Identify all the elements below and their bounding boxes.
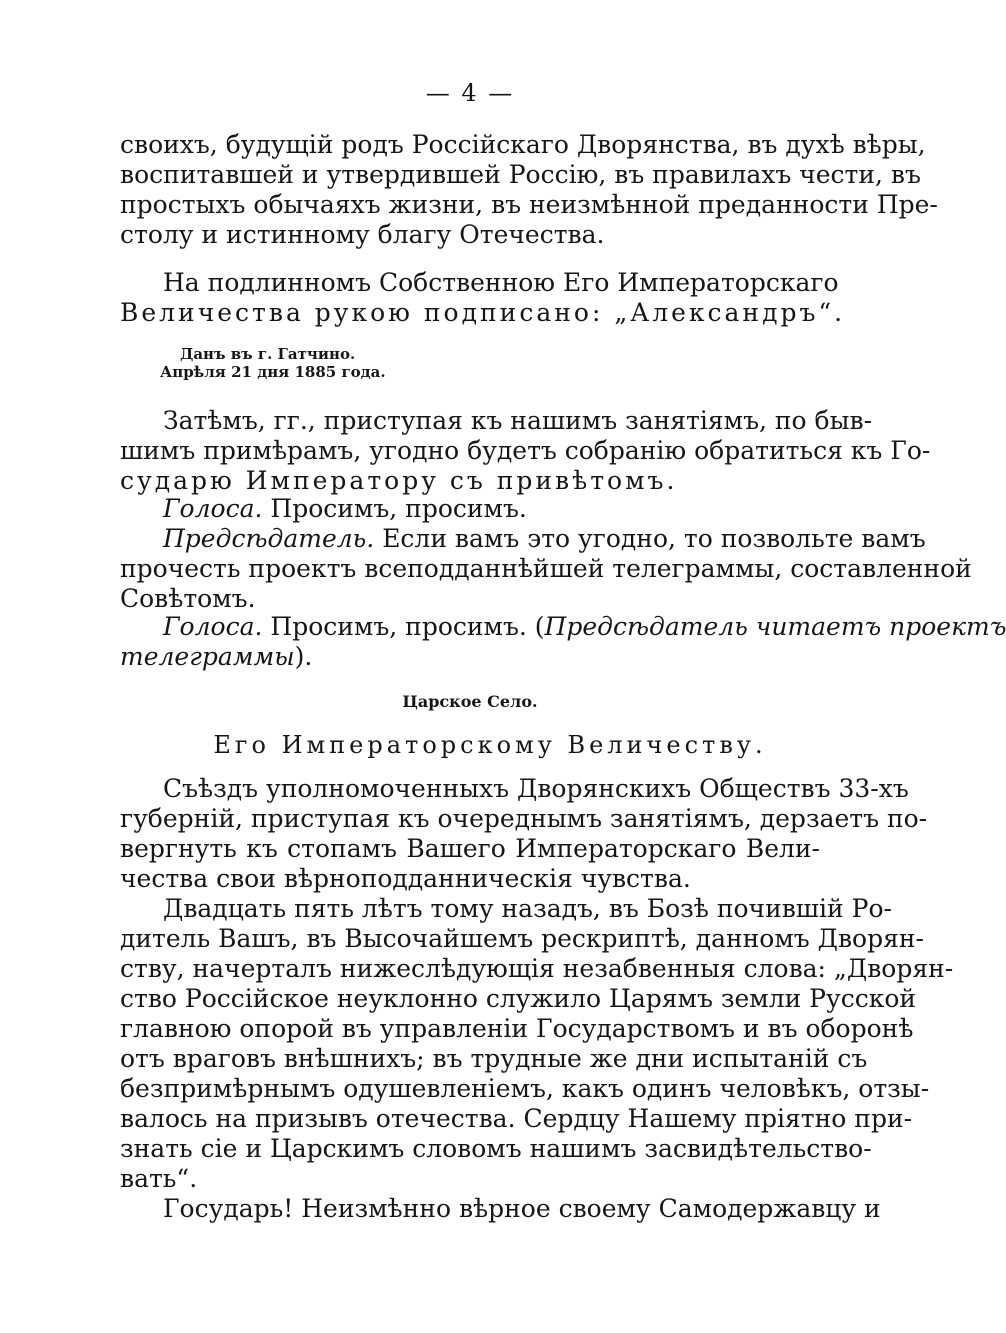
text-line: отъ враговъ внѣшнихъ; въ трудные же дни испытаній съ: [120, 1044, 868, 1073]
page-number: — 4 —: [425, 79, 515, 107]
text-line: ство Россійское неуклонно служило Царямъ земли Русской: [120, 984, 917, 1013]
speaker: Голоса.: [163, 612, 263, 641]
voices-text: Просимъ, просимъ. (: [270, 612, 545, 641]
chairman-text: Если вамъ это угодно, то позвольте вамъ: [382, 524, 926, 553]
text-line: столу и истинному благу Отечества.: [120, 220, 605, 249]
text-line: своихъ, будущій родъ Россійскаго Дворянства, въ духѣ вѣры,: [120, 130, 926, 159]
text-line: [120, 642, 820, 672]
text-line: безпримѣрнымъ одушевленіемъ, какъ одинъ человѣкъ, отзы-: [120, 1074, 930, 1103]
text-line: дитель Вашъ, въ Высочайшемъ рескриптѣ, данномъ Дворян-: [120, 924, 924, 953]
text-line: чества свои вѣрноподданническія чувства.: [120, 864, 691, 893]
text-line: Затѣмъ, гг., приступая къ нашимъ занятіямъ, по быв-: [163, 406, 873, 435]
stage-direction: Предсѣдатель читаетъ проектъ: [544, 612, 1006, 641]
voices-text: Просимъ, просимъ.: [270, 494, 527, 523]
chairman-line: [163, 524, 926, 554]
text-line: вать“.: [120, 1164, 198, 1193]
text-line: валось на призывъ отечества. Сердцу Нашему пріятно при-: [120, 1104, 913, 1133]
text-line: простыхъ обычаяхъ жизни, въ неизмѣнной преданности Пре-: [120, 190, 938, 219]
text-line: воспитавшей и утвердившей Россію, въ правилахъ чести, въ: [120, 160, 921, 189]
telegram-addressee: Его Императорскому Величеству.: [213, 731, 767, 759]
place-line: Данъ въ г. Гатчино.: [180, 345, 356, 363]
text-line: губерній, приступая къ очереднымъ занятіямъ, дерзаетъ по-: [120, 804, 928, 833]
telegram-place: Царское Село.: [402, 692, 538, 711]
signature-line: Величества рукою подписано: „Александръ“.: [120, 298, 846, 327]
voices-remark: [163, 612, 1006, 642]
stage-direction: телеграммы: [120, 642, 295, 671]
text-line: Двадцать пять лѣтъ тому назадъ, въ Бозѣ почившій Ро-: [163, 894, 892, 923]
text-line: главною опорой въ управленіи Государствомъ и въ оборонѣ: [120, 1014, 914, 1043]
signature-line: На подлинномъ Собственною Его Императорскаго: [163, 268, 839, 297]
paren-close: ).: [294, 642, 313, 671]
speaker: Голоса.: [163, 494, 263, 523]
text-line: Совѣтомъ.: [120, 584, 256, 613]
speaker: Предсѣдатель.: [163, 524, 375, 553]
text-line: сударю Императору съ привѣтомъ.: [120, 466, 678, 495]
date-line: Апрѣля 21 дня 1885 года.: [160, 363, 386, 381]
text-line: вергнуть къ стопамъ Вашего Императорскаго Вели-: [120, 834, 820, 863]
text-line: шимъ примѣрамъ, угодно будетъ собранію обратиться къ Го-: [120, 436, 931, 465]
text-line: Съѣздъ уполномоченныхъ Дворянскихъ Обществъ 33-хъ: [163, 774, 909, 803]
voices-remark: [163, 494, 820, 524]
text-line: знать сіе и Царскимъ словомъ нашимъ засвидѣтельство-: [120, 1134, 872, 1163]
text-line: прочесть проектъ всеподданнѣйшей телеграммы, составленной: [120, 554, 972, 583]
text-line: ству, начерталъ нижеслѣдующія незабвенныя слова: „Дворян-: [120, 954, 954, 983]
text-line: Государь! Неизмѣнно вѣрное своему Самодержавцу и: [163, 1194, 881, 1223]
